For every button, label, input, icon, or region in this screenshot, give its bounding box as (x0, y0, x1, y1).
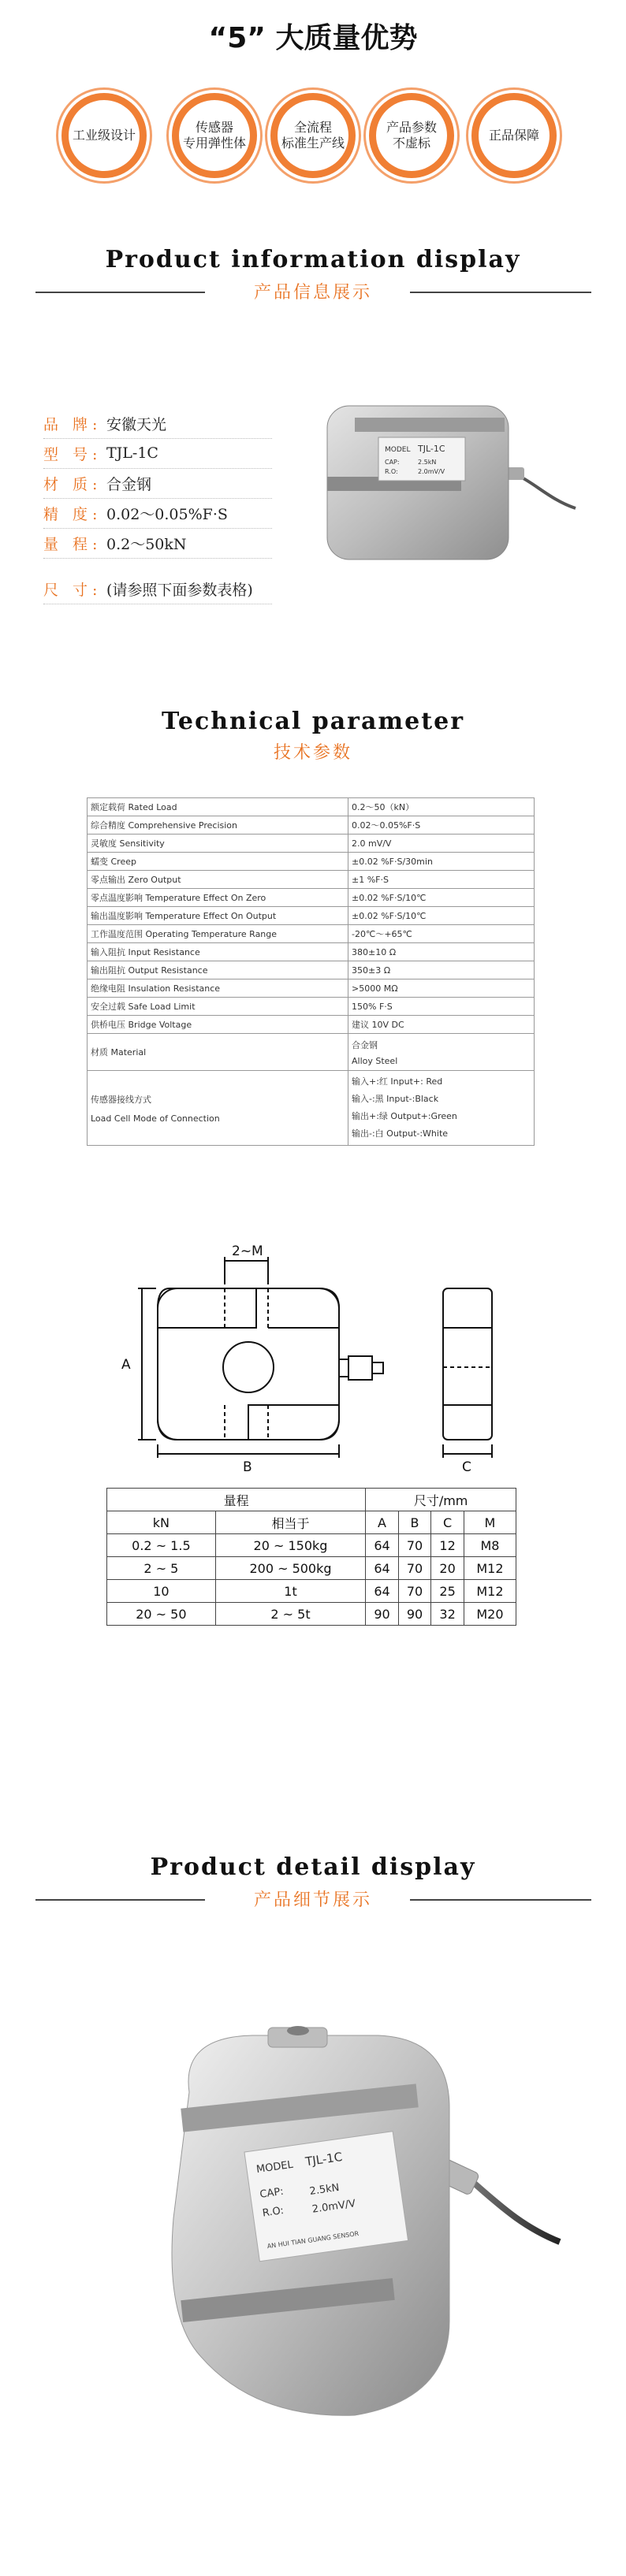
detail-label-maker: AN HUI TIAN GUANG SENSOR (266, 2229, 360, 2251)
detail-label-brand: MODEL (255, 2158, 294, 2176)
advantages-title: “5” 大质量优势 (208, 22, 418, 54)
feature-label: 工业级设计 (69, 100, 140, 171)
table-cell: M12 (464, 1557, 516, 1580)
info-label: 材 质: (43, 475, 102, 493)
info-value: 0.02～0.05%F·S (106, 505, 228, 523)
spec-row (88, 889, 535, 907)
table-header-row (107, 1489, 516, 1511)
spec-key-line: Load Cell Mode of Connection (91, 1113, 220, 1124)
spec-value: ±1 %F·S (348, 871, 535, 889)
info-label: 型 号: (43, 445, 102, 463)
info-value: (请参照下面参数表格) (106, 581, 253, 599)
spec-key: 绝缘电阻 Insulation Resistance (88, 979, 348, 998)
info-value: 安徽天光 (106, 415, 167, 433)
dimension-drawing (110, 1241, 536, 1478)
info-label: 尺 寸: (43, 581, 102, 599)
subheader-cell: B (398, 1511, 431, 1534)
spec-value-line: 合金钢 (352, 1039, 378, 1050)
info-label: 量 程: (43, 535, 102, 553)
info-label: 精 度: (43, 505, 102, 523)
spec-key: 额定载荷 Rated Load (88, 798, 348, 816)
wiring-line: 输入+:红 Input+: Red (352, 1076, 443, 1087)
table-cell: 32 (431, 1603, 464, 1626)
table-cell: 70 (398, 1557, 431, 1580)
wiring-line: 输入-:黑 Input-:Black (352, 1094, 439, 1104)
spec-value: 0.2～50（kN） (348, 798, 535, 816)
feature-badge-2 (172, 93, 257, 178)
tech-section-title-cn: 技术参数 (273, 743, 352, 763)
spec-row (88, 1016, 535, 1034)
spec-row (88, 979, 535, 998)
tech-section-title-en: Technical parameter (161, 708, 465, 735)
spec-table (87, 797, 535, 1146)
table-cell: 2 ~ 5 (107, 1557, 216, 1580)
spec-value: 150% F·S (348, 998, 535, 1016)
product-image (315, 390, 583, 571)
feature-badge-3 (270, 93, 356, 178)
feature-badge-5 (471, 93, 557, 178)
spec-row (88, 907, 535, 925)
spec-value: 380±10 Ω (348, 943, 535, 961)
dimension-table (106, 1488, 516, 1626)
spec-row (88, 925, 535, 943)
header-size: 尺寸/mm (366, 1489, 516, 1511)
spec-key: 安全过载 Safe Load Limit (88, 998, 348, 1016)
spec-value: 0.02～0.05%F·S (348, 816, 535, 835)
table-cell: 64 (366, 1580, 399, 1603)
table-cell: M8 (464, 1534, 516, 1557)
table-cell: 2 ~ 5t (215, 1603, 365, 1626)
spec-row (88, 998, 535, 1016)
wiring-line: 输出-:白 Output-:White (352, 1128, 449, 1139)
spec-key: 材质 Material (88, 1034, 348, 1071)
spec-key: 输出阻抗 Output Resistance (88, 961, 348, 979)
table-cell: 64 (366, 1557, 399, 1580)
spec-value (348, 1034, 535, 1071)
spec-key: 蠕变 Creep (88, 853, 348, 871)
label-cap-label: CAP: (385, 459, 400, 466)
info-row-material (43, 468, 272, 499)
table-cell: 64 (366, 1534, 399, 1557)
detail-section-title-cn: 产品细节展示 (253, 1890, 372, 1910)
feature-label: 传感器 专用弹性体 (179, 100, 250, 171)
header-range: 量程 (107, 1489, 366, 1511)
table-cell: 20 ~ 50 (107, 1603, 216, 1626)
spec-key (88, 1071, 348, 1146)
divider (410, 1899, 591, 1901)
divider (410, 292, 591, 293)
table-row (107, 1603, 516, 1626)
drawing-label-m: 2~M (232, 1243, 263, 1259)
spec-value: 2.0 mV/V (348, 835, 535, 853)
spec-row-material (88, 1034, 535, 1071)
table-cell: 0.2 ~ 1.5 (107, 1534, 216, 1557)
info-row-size (43, 574, 272, 604)
wiring-line: 输出+:绿 Output+:Green (352, 1111, 457, 1121)
table-cell: 20 ~ 150kg (215, 1534, 365, 1557)
feature-label: 正品保障 (479, 100, 550, 171)
info-row-model (43, 438, 272, 469)
info-value: 合金钢 (106, 475, 152, 493)
spec-row-wiring (88, 1071, 535, 1146)
table-cell: 70 (398, 1580, 431, 1603)
drawing-label-b: B (243, 1459, 252, 1475)
spec-row (88, 961, 535, 979)
label-ro-label: R.O: (385, 468, 398, 475)
table-cell: 90 (366, 1603, 399, 1626)
spec-value: >5000 MΩ (348, 979, 535, 998)
table-row (107, 1557, 516, 1580)
info-label: 品 牌: (43, 415, 102, 433)
spec-value: ±0.02 %F·S/10℃ (348, 907, 535, 925)
product-detail-image (150, 2021, 576, 2470)
spec-key: 输入阻抗 Input Resistance (88, 943, 348, 961)
spec-key: 工作温度范围 Operating Temperature Range (88, 925, 348, 943)
table-cell: 200 ~ 500kg (215, 1557, 365, 1580)
spec-key: 灵敏度 Sensitivity (88, 835, 348, 853)
info-section-title-cn: 产品信息展示 (253, 283, 372, 303)
feature-badge-4 (369, 93, 454, 178)
drawing-label-c: C (462, 1459, 471, 1475)
detail-label-cap: 2.5kN (308, 2181, 341, 2198)
subheader-cell: 相当于 (215, 1511, 365, 1534)
table-subheader-row (107, 1511, 516, 1534)
table-cell: 25 (431, 1580, 464, 1603)
label-model: TJL-1C (418, 444, 445, 454)
subheader-cell: A (366, 1511, 399, 1534)
spec-value: ±0.02 %F·S/10℃ (348, 889, 535, 907)
spec-row (88, 816, 535, 835)
table-row (107, 1580, 516, 1603)
subheader-cell: M (464, 1511, 516, 1534)
detail-label-ro: 2.0mV/V (311, 2198, 356, 2216)
detail-label-ro-label: R.O: (261, 2204, 285, 2220)
info-value: TJL-1C (106, 444, 158, 462)
spec-value-line: Alloy Steel (352, 1055, 398, 1066)
spec-key: 综合精度 Comprehensive Precision (88, 816, 348, 835)
subheader-cell: kN (107, 1511, 216, 1534)
detail-label-model: TJL-1C (304, 2149, 344, 2169)
info-value: 0.2～50kN (106, 535, 187, 553)
spec-row (88, 835, 535, 853)
spec-value: 建议 10V DC (348, 1016, 535, 1034)
spec-row (88, 871, 535, 889)
table-cell: 20 (431, 1557, 464, 1580)
table-cell: M12 (464, 1580, 516, 1603)
table-cell: M20 (464, 1603, 516, 1626)
feature-label: 全流程 标准生产线 (278, 100, 348, 171)
spec-row (88, 798, 535, 816)
spec-row (88, 943, 535, 961)
label-ro: 2.0mV/V (418, 468, 445, 475)
table-cell: 10 (107, 1580, 216, 1603)
info-row-precision (43, 498, 272, 529)
detail-label-cap-label: CAP: (259, 2185, 285, 2201)
spec-key: 供桥电压 Bridge Voltage (88, 1016, 348, 1034)
feature-label: 产品参数 不虚标 (376, 100, 447, 171)
info-row-range (43, 528, 272, 559)
table-cell: 70 (398, 1534, 431, 1557)
spec-value: ±0.02 %F·S/30min (348, 853, 535, 871)
drawing-label-a: A (121, 1357, 131, 1373)
spec-key: 输出温度影响 Temperature Effect On Output (88, 907, 348, 925)
table-cell: 12 (431, 1534, 464, 1557)
feature-badge-1 (61, 93, 147, 178)
table-cell: 90 (398, 1603, 431, 1626)
label-cap: 2.5kN (418, 459, 437, 466)
spec-row (88, 853, 535, 871)
spec-key: 零点温度影响 Temperature Effect On Zero (88, 889, 348, 907)
info-section-title-en: Product information display (105, 246, 521, 273)
table-row (107, 1534, 516, 1557)
detail-section-title-en: Product detail display (150, 1853, 476, 1881)
spec-value: 350±3 Ω (348, 961, 535, 979)
subheader-cell: C (431, 1511, 464, 1534)
spec-value (348, 1071, 535, 1146)
info-row-brand (43, 408, 272, 439)
spec-value: -20℃～+65℃ (348, 925, 535, 943)
spec-key: 零点输出 Zero Output (88, 871, 348, 889)
table-cell: 1t (215, 1580, 365, 1603)
spec-key-line: 传感器接线方式 (91, 1094, 151, 1105)
label-brand: MODEL (385, 446, 411, 454)
